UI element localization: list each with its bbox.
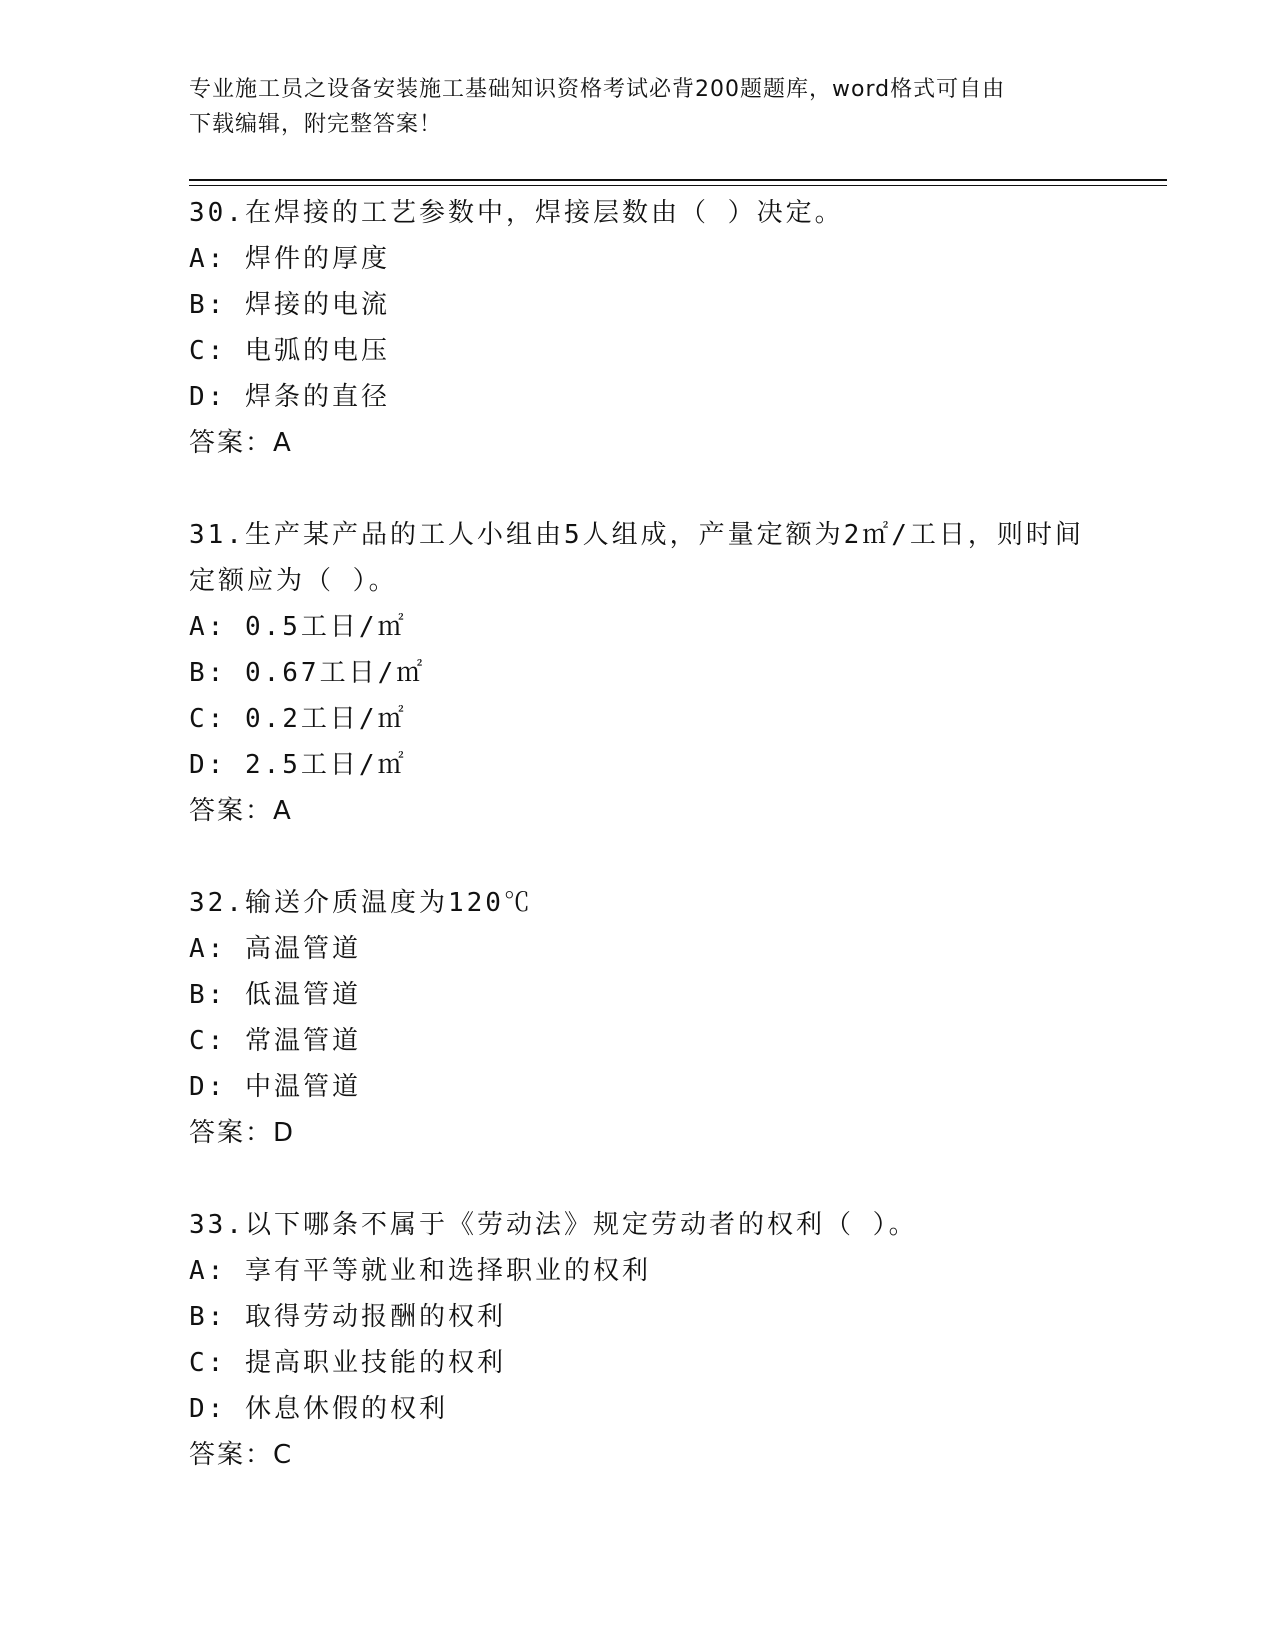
- question-31: [189, 512, 1149, 834]
- answer-text: 答案：C: [189, 1440, 294, 1470]
- option-a: A: 高温管道: [189, 934, 361, 964]
- option-c: C: 提高职业技能的权利: [189, 1348, 506, 1378]
- header-divider-thick: [189, 179, 1167, 181]
- header-divider-thin: [189, 185, 1167, 186]
- question-30: [189, 190, 1149, 466]
- header-line-2: 下载编辑，附完整答案！: [189, 112, 443, 137]
- question-stem: 32.输送介质温度为120℃: [189, 888, 533, 918]
- option-a: A: 0.5工日/㎡: [189, 612, 407, 642]
- question-32: [189, 880, 1149, 1156]
- answer-text: 答案：A: [189, 796, 293, 826]
- answer-text: 答案：A: [189, 428, 293, 458]
- option-a: A: 焊件的厚度: [189, 244, 390, 274]
- question-stem: 33.以下哪条不属于《劳动法》规定劳动者的权利（ ）。: [189, 1210, 918, 1240]
- option-d: D: 休息休假的权利: [189, 1394, 448, 1424]
- option-d: D: 2.5工日/㎡: [189, 750, 407, 780]
- option-b: B: 焊接的电流: [189, 290, 390, 320]
- option-b: B: 取得劳动报酬的权利: [189, 1302, 506, 1332]
- option-a: A: 享有平等就业和选择职业的权利: [189, 1256, 651, 1286]
- option-b: B: 0.67工日/㎡: [189, 658, 426, 688]
- option-c: C: 电弧的电压: [189, 336, 390, 366]
- question-stem: 30.在焊接的工艺参数中，焊接层数由（ ）决定。: [189, 198, 844, 228]
- option-c: C: 常温管道: [189, 1026, 361, 1056]
- option-d: D: 焊条的直径: [189, 382, 390, 412]
- question-list: [189, 190, 1149, 1524]
- option-b: B: 低温管道: [189, 980, 361, 1010]
- question-stem: 31.生产某产品的工人小组由5人组成，产量定额为2㎡/工日，则时间定额应为（ ）。: [189, 520, 1084, 596]
- option-d: D: 中温管道: [189, 1072, 361, 1102]
- answer-text: 答案：D: [189, 1118, 296, 1148]
- question-33: [189, 1202, 1149, 1478]
- option-c: C: 0.2工日/㎡: [189, 704, 407, 734]
- header-line-1: 专业施工员之设备安装施工基础知识资格考试必背200题题库，word格式可自由: [189, 77, 1006, 102]
- document-header: [189, 72, 1089, 142]
